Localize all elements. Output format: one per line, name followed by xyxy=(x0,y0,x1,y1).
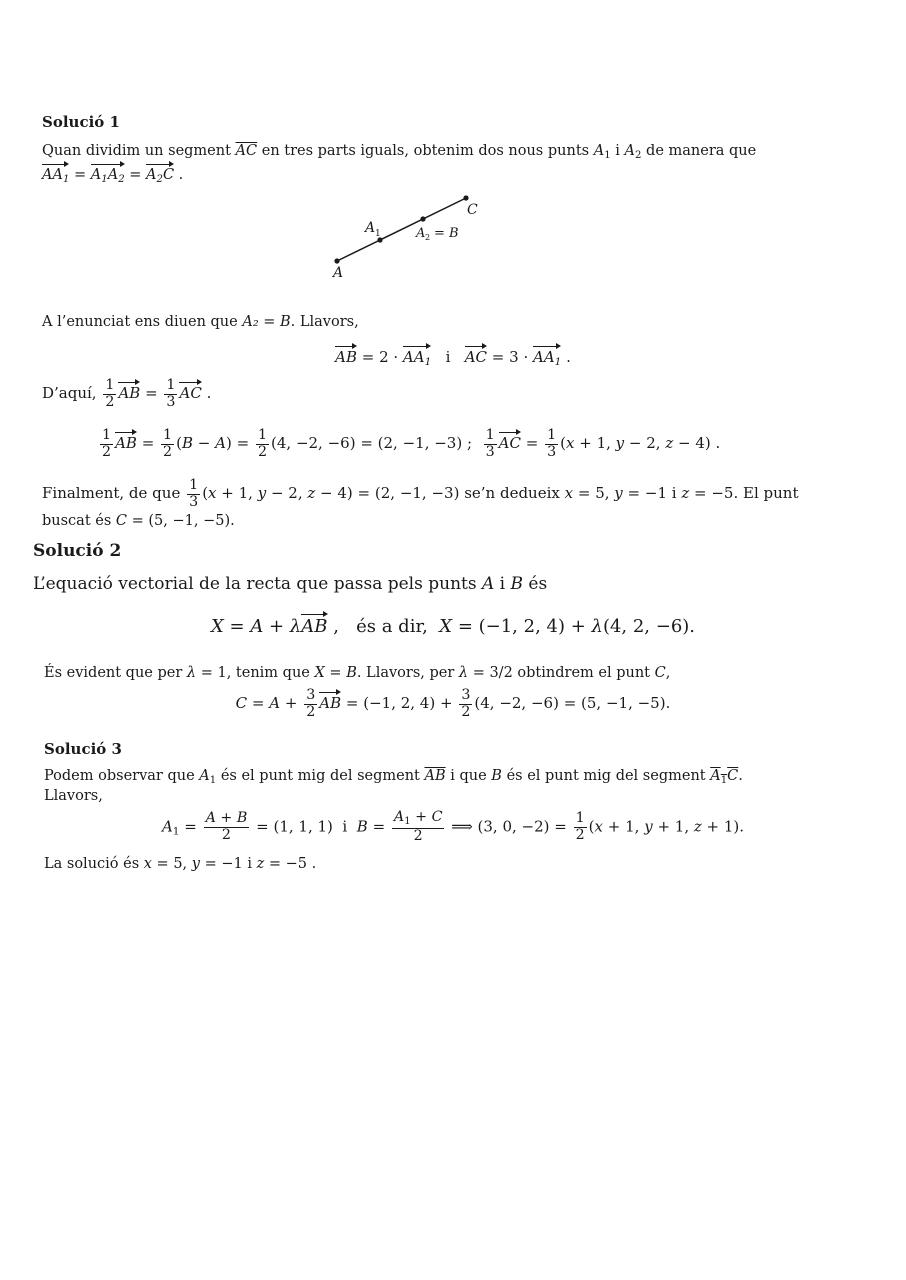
point-A2 xyxy=(420,216,425,221)
s3-text: i que xyxy=(450,768,487,784)
s3-text: i xyxy=(342,817,348,836)
s2-text: És evident que per xyxy=(44,665,183,681)
s1-text: . El punt xyxy=(733,484,799,503)
label-A2: A xyxy=(416,226,426,241)
s2-text: és xyxy=(528,574,548,594)
s1-text: en tres parts iguals, obtenim dos nous punts xyxy=(261,143,590,159)
s1-paragraph-2 xyxy=(42,313,359,331)
s2-text: obtindrem el punt xyxy=(517,665,651,681)
s1-text: D’aquí, xyxy=(42,384,97,403)
segment-diagram xyxy=(325,190,490,280)
s2-equation-2: C = A + $\frac{3}{2}$ AB = (−1, 2, 4) + $\frac{3}{2}$ (4, −2, −6) = (5, −1, −5). xyxy=(235,687,671,720)
s1-text: Finalment, de que xyxy=(42,484,181,503)
s3-paragraph-1: Podem observar que $A_1$ és el punt mig del segment $\overline{AB}$ i que B és el punt mig del segment $A_1C$. xyxy=(44,768,743,786)
s1-daqui: D’aquí, $\frac{1}{2}$ AB = $\frac{1}{3}$ AC . xyxy=(42,377,212,410)
s1-text: se’n dedueix xyxy=(464,484,560,503)
label-A1: A xyxy=(365,220,376,236)
s2-paragraph-2: És evident que per λ = 1, tenim que X = B. Llavors, per λ = 3/2 obtindrem el punt C, xyxy=(44,665,671,681)
s3-llavors: Llavors, xyxy=(44,788,103,804)
s2-paragraph-1: L’equació vectorial de la recta que passa pels punts A i B és xyxy=(33,574,548,594)
label-A: A xyxy=(333,265,344,280)
s3-text: és el punt mig del segment xyxy=(220,768,420,784)
s1-text: de manera que xyxy=(646,143,757,159)
s1-inline-math: A₂ = B xyxy=(242,314,291,330)
s3-text: La solució és xyxy=(44,856,140,872)
s2-equation-1: X = A + λAB , és a dir, X = (−1, 2, 4) + λ(4, 2, −6). xyxy=(0,612,906,637)
solucio-3-heading: Solució 3 xyxy=(44,740,122,758)
label-C: C xyxy=(467,202,478,218)
s3-equation: $A_1$ = $\frac{A + B}{2}$ = (1, 1, 1) i B = $\frac{A_1 + C}{2}$ ⟹ (3, 0, −2) = $\frac{1}{2}$ (x + 1, y + 1, z + 1). xyxy=(161,809,745,844)
s1-text: buscat és xyxy=(42,513,112,529)
s2-text: . Llavors, per xyxy=(356,665,455,681)
s2-text: és a dir, xyxy=(356,616,428,637)
s1-text: i xyxy=(445,348,451,366)
s1-text: Quan dividim un segment xyxy=(42,143,231,159)
s3-solution: La solució és x = 5, y = −1 i z = −5 . xyxy=(44,856,317,872)
s3-text: és el punt mig del segment xyxy=(506,768,706,784)
point-A xyxy=(334,258,339,263)
solucio-1-heading: Solució 1 xyxy=(42,113,120,131)
solucio-2-heading: Solució 2 xyxy=(33,541,122,561)
s1-text: . Llavors, xyxy=(290,314,359,330)
label-A2-eq-B: = B xyxy=(434,226,459,241)
label-A2-sub: 2 xyxy=(425,233,431,242)
s1-paragraph-1: Quan dividim un segment $\overline{AC}$ en tres parts iguals, obtenim dos nous punts $A_1$ i $A_2$ de manera que xyxy=(42,143,757,161)
s2-text: , tenim que xyxy=(226,665,310,681)
s1-equal-vectors: $AA_1 = A_1A_2 = A_2C$ . xyxy=(42,162,183,189)
point-C xyxy=(463,195,468,200)
s1-result: buscat és C = (5, −1, −5). xyxy=(42,513,235,529)
s1-equation-1: AB = $2 \cdot AA_1$ i AC = $3 \cdot AA_1$ . xyxy=(0,344,906,368)
label-A1-sub: 1 xyxy=(375,229,381,239)
s1-equation-2: $\frac{1}{2}$ AB = $\frac{1}{2}$ (B − A) = $\frac{1}{2}$ (4, −2, −6) = (2, −1, −3) ; $\frac{1}{3}$ AC = $\frac{1}{3}$ (x + 1, y − 2, z − 4) . xyxy=(102,427,721,460)
s1-finalment: Finalment, de que $\frac{1}{3}$ (x + 1, y − 2, z − 4) = (2, −1, −3) se’n dedueix x = 5, y = −1 i z = −5. El punt xyxy=(42,477,799,510)
s2-text: L’equació vectorial de la recta que passa pels punts xyxy=(33,574,477,594)
s1-text: A l’enunciat ens diuen que xyxy=(42,314,238,330)
s3-text: Podem observar que xyxy=(44,768,195,784)
s2-text: i xyxy=(499,574,506,594)
